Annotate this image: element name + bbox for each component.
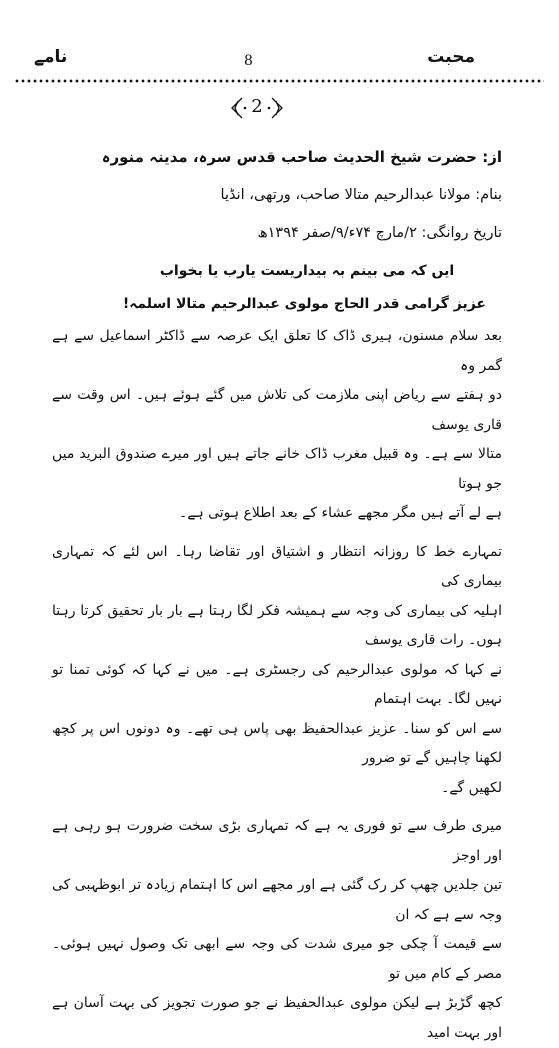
letter-body (52, 138, 502, 1048)
text-line: تمہارے خط کا روزانہ انتظار و اشتیاق اور تقاضا رہا۔ اس لئے کہ تمہاری بیماری کی (52, 543, 502, 589)
from-line: از: حضرت شیخ الحدیث صاحب قدس سرہ، مدینہ منورہ (101, 148, 502, 166)
text-line: سے اس کو سنا۔ عزیز عبدالحفیظ بھی پاس ہی تھے۔ وہ دونوں اس پر کچھ لکھنا چاہیں گے تو ضرور (52, 720, 502, 766)
letter-number-ornament (228, 95, 286, 121)
paragraph-3 (52, 812, 502, 1048)
to-line: بنام: مولانا عبدالرحیم متالا صاحب، ورتھی، انڈیا (220, 187, 502, 203)
text-line: تین جلدیں چھپ کر رک گئی ہے اور مجھے اس کا اہتمام زیادہ تر ابوظہبی کی وجہ سے ہے کہ ان (52, 877, 502, 923)
header-left-title: نامے (34, 47, 68, 67)
page-number: 8 (244, 53, 253, 69)
text-line: کچھ گڑبڑ ہے لیکن مولوی عبدالحفیظ نے جو صورت تجویز کی بہت آسان ہے اور بہت امید (52, 995, 502, 1041)
text-line: لکھیں گے۔ (441, 779, 502, 796)
header-right-title: محبت (427, 47, 475, 67)
text-line: میری طرف سے تو فوری یہ ہے کہ تمہاری بڑی سخت ضرورت ہو رہی ہے اور اوجز (52, 818, 502, 864)
text-line: اہلیہ کی بیماری کی وجہ سے ہمیشہ فکر لگا رہتا ہے بار بار تحقیق کرتا رہتا ہوں۔ رات قاری یوسف (52, 602, 502, 648)
text-line: دو ہفتے سے ریاض اپنی ملازمت کی تلاش میں گئے ہوئے ہیں۔ اس وقت سے قاری یوسف (52, 387, 502, 433)
text-line: ہے لے آتے ہیں مگر مجھے عشاء کے بعد اطلاع ہوتی ہے۔ (179, 505, 502, 521)
header-dotted-rule (14, 79, 544, 83)
verse: ایں کہ می بینم بہ بیداریست یارب یا بخواب (159, 263, 455, 279)
date-line: تاریخ روانگی: ۲/مارچ ۷۴ء/۹/صفر ۱۳۹۴ھ (257, 225, 502, 241)
text-line: بعد سلام مسنون، ہیری ڈاک کا تعلق ایک عرصہ سے ڈاکٹر اسماعیل سے ہے گمر وہ (52, 328, 502, 374)
paragraph-2 (52, 538, 502, 804)
letter-number: 2 (251, 96, 263, 117)
text-line: سے قیمت آ چکی جو میری شدت کی وجہ سے ابھی تک وصول نہیں ہوئی۔ مصر کے کام میں تو (52, 936, 502, 982)
salutation: عزیز گرامی قدر الحاج مولوی عبدالرحیم متالا اسلمہ! (122, 296, 486, 312)
text-line: متالا سے ہے۔ وہ قبیل مغرب ڈاک خانے جاتے ہیں اور میرے صندوق البرید میں جو ہوتا (52, 446, 502, 492)
text-line: نے کہا کہ مولوی عبدالرحیم کی رجسٹری ہے۔ میں نے کہا کہ کوئی تمنا تو نہیں لگا۔ بہت اہتمام (52, 661, 502, 707)
page-header (0, 0, 559, 80)
paragraph-1 (52, 322, 502, 529)
